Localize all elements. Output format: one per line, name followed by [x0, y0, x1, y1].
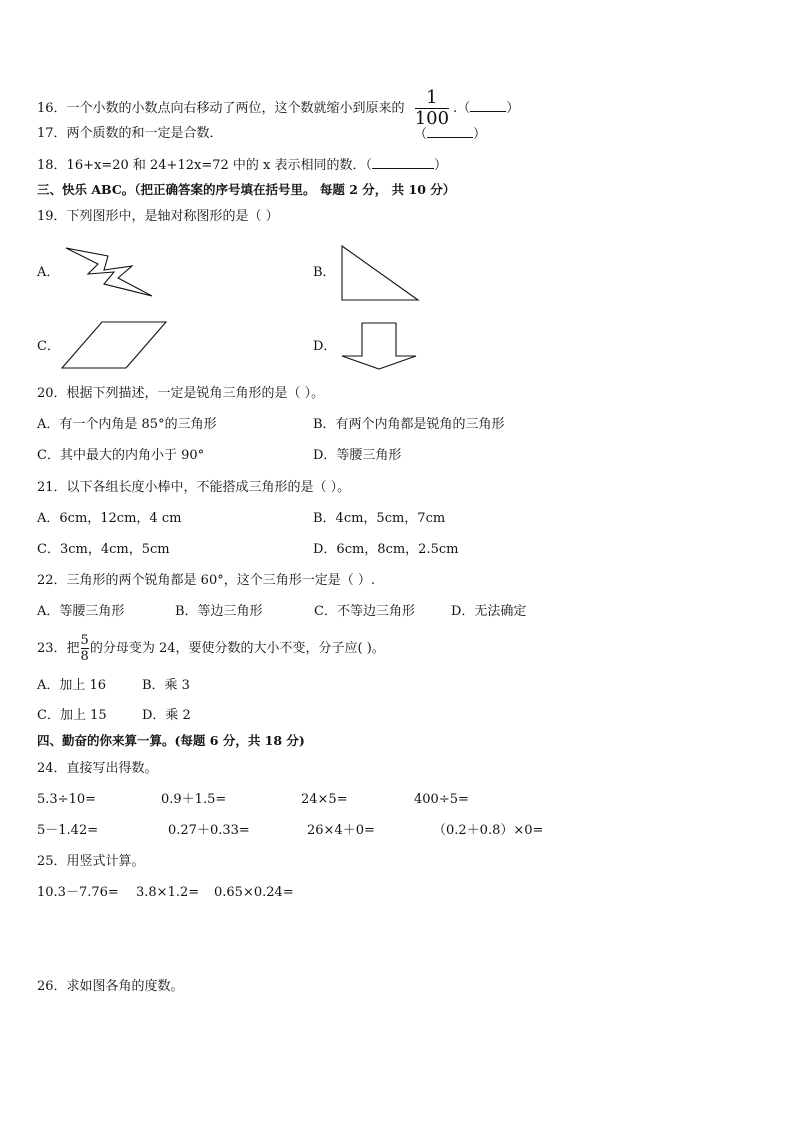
answer-paren-close: ） [506, 101, 520, 116]
q20-option-c[interactable]: C．其中最大的内角小于 90° [37, 448, 205, 463]
q25-calc-2: 3.8×1.2= [136, 885, 200, 900]
down-arrow-shape [338, 320, 420, 372]
question-17 [37, 125, 223, 143]
q24-calc-2: 0.9＋1.5= [161, 792, 227, 807]
question-16-text: 16．一个小数的小数点向右移动了两位，这个数就缩小到原来的 [37, 101, 405, 116]
option-c-label[interactable]: C． [37, 339, 60, 354]
question-25-stem: 25．用竖式计算。 [37, 854, 145, 869]
question-17-text: 17．两个质数的和一定是合数． [37, 126, 223, 141]
q20-option-b[interactable]: B．有两个内角都是锐角的三角形 [313, 417, 505, 432]
question-23-stem [37, 632, 385, 666]
q25-calc-3: 0.65×0.24= [214, 885, 294, 900]
q23-prefix: 23．把 [37, 641, 80, 656]
question-17-answer [414, 125, 486, 144]
answer-blank[interactable] [427, 125, 473, 138]
q24-calc-3: 24×5= [301, 792, 348, 807]
q23-option-b[interactable]: B．乘 3 [142, 678, 190, 693]
answer-paren-close: ） [473, 127, 487, 142]
q22-option-c[interactable]: C．不等边三角形 [314, 604, 415, 619]
q23-suffix: 的分母变为 24，要使分数的大小不变，分子应( )。 [89, 641, 385, 656]
q25-calc-1: 10.3－7.76= [37, 885, 119, 900]
section-3-title: 三、快乐 ABC。（把正确答案的序号填在括号里。 每题 2 分， 共 10 分） [37, 182, 456, 197]
q24-calc-6: 0.27＋0.33= [168, 823, 250, 838]
q21-option-c[interactable]: C．3cm，4cm，5cm [37, 542, 170, 557]
zigzag-lightning-shape [60, 242, 156, 300]
question-19-stem: 19．下列图形中，是轴对称图形的是（ ） [37, 209, 279, 224]
question-24-stem: 24．直接写出得数。 [37, 761, 158, 776]
question-18 [37, 156, 447, 175]
answer-blank[interactable] [372, 156, 434, 169]
question-20-stem: 20．根据下列描述，一定是锐角三角形的是（ ）。 [37, 386, 325, 401]
answer-paren-open: .（ [453, 101, 471, 116]
option-b-label[interactable]: B． [313, 265, 336, 280]
q24-calc-4: 400÷5= [414, 792, 469, 807]
q20-option-d[interactable]: D．等腰三角形 [313, 448, 402, 463]
question-18-text: 18．16+x=20 和 24+12x=72 中的 x 表示相同的数．（ [37, 158, 372, 173]
q21-option-d[interactable]: D．6cm，8cm，2.5cm [313, 542, 459, 557]
question-22-stem: 22．三角形的两个锐角都是 60°，这个三角形一定是（ ）. [37, 573, 375, 588]
fraction-5-over-8 [81, 634, 89, 663]
fraction-numerator: 5 [80, 633, 89, 648]
fraction-numerator: 1 [426, 87, 438, 108]
answer-paren-close: ） [433, 158, 447, 173]
fraction-denominator: 8 [80, 649, 89, 664]
answer-paren-open: （ [414, 127, 428, 142]
q23-option-a[interactable]: A．加上 16 [37, 678, 107, 693]
q22-option-a[interactable]: A．等腰三角形 [37, 604, 125, 619]
q24-calc-5: 5－1.42= [37, 823, 99, 838]
q22-option-b[interactable]: B．等边三角形 [175, 604, 263, 619]
q24-calc-8: （0.2＋0.8）×0= [433, 823, 544, 838]
fraction-1-over-100 [415, 89, 449, 128]
q22-option-d[interactable]: D．无法确定 [451, 604, 527, 619]
q21-option-a[interactable]: A．6cm，12cm，4 cm [37, 511, 182, 526]
right-triangle-shape [338, 244, 422, 304]
option-a-label[interactable]: A． [37, 265, 60, 280]
parallelogram-shape [60, 318, 170, 372]
q24-calc-1: 5.3÷10= [37, 792, 97, 807]
question-26-stem: 26．求如图各角的度数。 [37, 979, 184, 994]
q23-option-c[interactable]: C．加上 15 [37, 708, 107, 723]
q20-option-a[interactable]: A．有一个内角是 85°的三角形 [37, 417, 217, 432]
question-21-stem: 21．以下各组长度小棒中，不能搭成三角形的是（ ）。 [37, 480, 351, 495]
question-16 [37, 89, 519, 128]
option-d-label[interactable]: D． [313, 339, 337, 354]
section-4-title: 四、勤奋的你来算一算。(每题 6 分，共 18 分) [37, 733, 305, 748]
answer-blank[interactable] [470, 99, 506, 112]
fraction-denominator: 100 [414, 108, 450, 129]
q24-calc-7: 26×4＋0= [307, 823, 375, 838]
q21-option-b[interactable]: B．4cm，5cm，7cm [313, 511, 446, 526]
q23-option-d[interactable]: D．乘 2 [142, 708, 191, 723]
